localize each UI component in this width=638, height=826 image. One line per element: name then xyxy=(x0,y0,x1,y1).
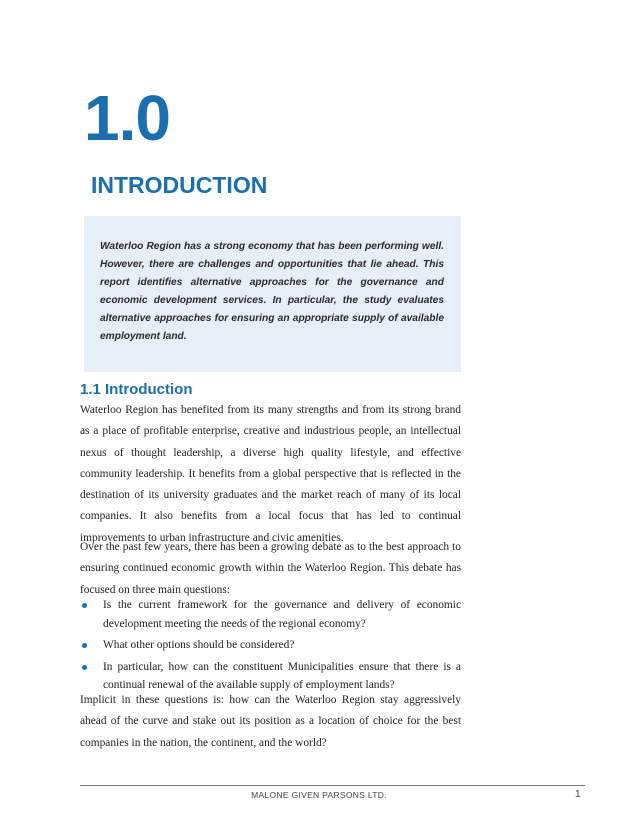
list-item xyxy=(80,658,461,695)
page-number: 1 xyxy=(575,789,581,800)
paragraph-1: Waterloo Region has benefited from its many strengths and from its strong brand as a place of profitable enterprise, creative and industrious people, an intellectual nexus of thought leadership, a diverse high quality lifestyle, and effective community leadership. It benefits from a global perspective that is reflected in the destination of its university graduates and the market reach of many of its local companies. It also benefits from a local focus that has led to continual improvements to urban infrastructure and civic amenities. xyxy=(80,404,461,544)
question-list xyxy=(80,596,461,695)
list-item xyxy=(80,596,461,633)
footer-company: MALONE GIVEN PARSONS LTD. xyxy=(251,790,387,800)
bullet-icon xyxy=(82,603,87,608)
list-item-text: In particular, how can the constituent Municipalities ensure that there is a continual renewal of the available supply of employment lands? xyxy=(103,660,461,691)
section-heading: 1.1 Introduction xyxy=(80,381,193,398)
chapter-title: INTRODUCTION xyxy=(91,172,268,198)
paragraph-3: Implicit in these questions is: how can the Waterloo Region stay aggressively ahead of the curve and stake out its position as a location of choice for the best companies in the nation, the continent, and the world? xyxy=(80,694,461,749)
list-item-text: Is the current framework for the governance and delivery of economic development meeting the needs of the regional economy? xyxy=(103,599,461,630)
chapter-number: 1.0 xyxy=(84,82,170,154)
bullet-icon xyxy=(82,665,87,670)
list-item-text: What other options should be considered? xyxy=(103,639,295,651)
list-item xyxy=(80,636,461,655)
footer-divider xyxy=(80,785,585,786)
abstract-text: Waterloo Region has a strong economy that has been performing well. However, there are challenges and opportunities that lie ahead. This report identifies alternative approaches for the governance and economic development services. In particular, the study evaluates alternative approaches for ensuring an appropriate supply of available employment land. xyxy=(100,241,444,342)
bullet-icon xyxy=(82,643,87,648)
paragraph-2: Over the past few years, there has been a growing debate as to the best approach to ensuring continued economic growth within the Waterloo Region. This debate has focused on three main questions: xyxy=(80,541,461,596)
